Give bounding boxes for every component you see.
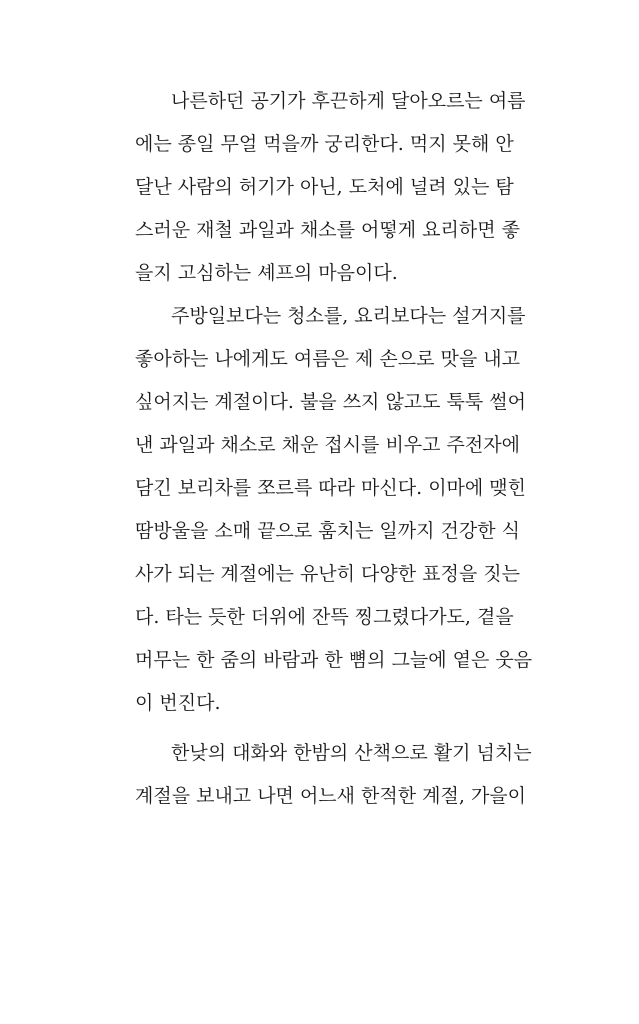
text-line: 에는 종일 무얼 먹을까 궁리한다. 먹지 못해 안 — [135, 133, 514, 155]
text-line: 싶어지는 계절이다. 불을 쓰지 않고도 툭툭 썰어 — [135, 391, 527, 413]
text-line: 머무는 한 줌의 바람과 한 뼘의 그늘에 옅은 웃음 — [135, 649, 533, 671]
text-line: 이 번진다. — [135, 692, 221, 714]
text-line: 사가 되는 계절에는 유난히 다양한 표정을 짓는 — [135, 563, 520, 585]
text-line: 좋아하는 나에게도 여름은 제 손으로 맛을 내고 — [135, 348, 520, 370]
text-line: 낸 과일과 채소로 채운 접시를 비우고 주전자에 — [135, 434, 520, 456]
text-line: 한낮의 대화와 한밤의 산책으로 활기 넘치는 — [171, 742, 532, 764]
text-line: 땀방울을 소매 끝으로 훔치는 일까지 건강한 식 — [135, 520, 520, 542]
text-line: 달난 사람의 허기가 아닌, 도처에 널려 있는 탐 — [135, 176, 514, 198]
text-line: 을지 고심하는 셰프의 마음이다. — [135, 262, 398, 284]
text-line: 스러운 재철 과일과 채소를 어떻게 요리하면 좋 — [135, 219, 520, 241]
text-line: 다. 타는 듯한 더위에 잔뜩 찡그렸다가도, 곁을 — [135, 606, 514, 628]
text-line: 담긴 보리차를 쪼르륵 따라 마신다. 이마에 맺힌 — [135, 477, 527, 499]
text-line: 주방일보다는 청소를, 요리보다는 설거지를 — [171, 305, 526, 327]
text-line: 계절을 보내고 나면 어느새 한적한 계절, 가을이 — [135, 785, 527, 807]
text-line: 나른하던 공기가 후끈하게 달아오르는 여름 — [171, 90, 526, 112]
